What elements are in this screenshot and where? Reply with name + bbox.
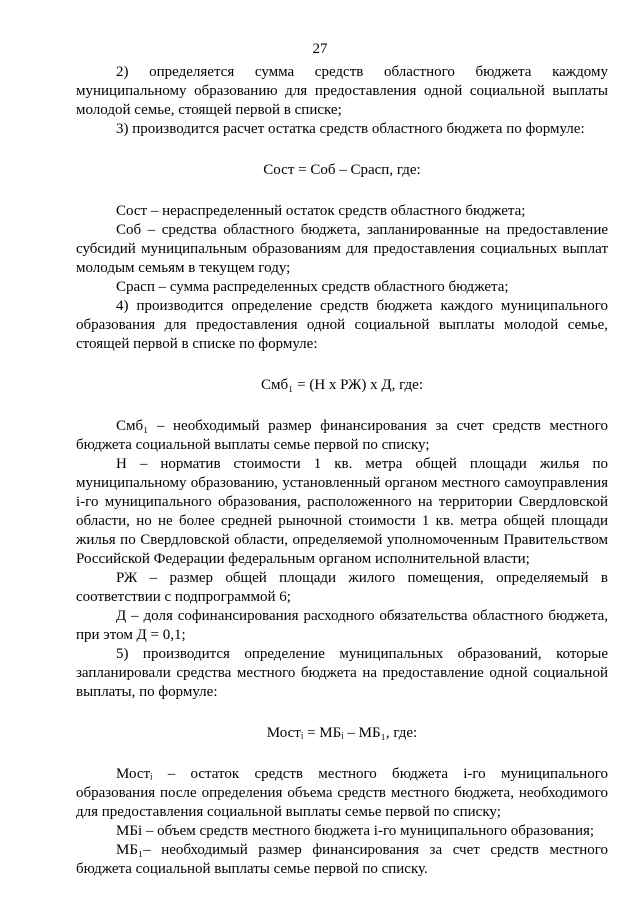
paragraph: Мостᵢ – остаток средств местного бюджета i-го муниципального образования после определения объема средств местного бюджета, необходимого для предоставления социальной выплаты семье первой по списку; [76,766,608,820]
paragraph: 4) производится определение средств бюджета каждого муниципального образования для предоставления одной социальной выплаты молодой семье, стоящей первой в списке по формуле: [76,298,608,352]
paragraph: МБi – объем средств местного бюджета i-го муниципального образования; [116,823,595,839]
paragraph: 2) определяется сумма средств областного бюджета каждому муниципальному образованию для предоставления одной социальной выплаты молодой семье, стоящей первой в списке; [76,64,608,118]
paragraph: 5) производится определение муниципальных образований, которые запланировали средства местного бюджета на предоставление одной социальной выплаты, по формуле: [76,646,608,700]
paragraph: МБ₁– необходимый размер финансирования за счет средств местного бюджета социальной выплаты семье первой по списку. [76,842,608,877]
paragraph: Соб – средства областного бюджета, запланированные на предоставление субсидий муниципальным образованиям для предоставления социальных выплат молодым семьям в текущем году; [76,222,608,276]
paragraph: РЖ – размер общей площади жилого помещения, определяемый в соответствии с подпрограммой 6; [76,570,608,605]
paragraph: Сост – нераспределенный остаток средств областного бюджета; [116,203,526,219]
paragraph: Н – норматив стоимости 1 кв. метра общей площади жилья по муниципальному образованию, установленный органом местного самоуправления i-го муниципального образования, расположенного на территории Свердловской области, но не более средней рыночной стоимости 1 кв. метра общей площади жилья по Свердловской области, определяемой уполномоченным Правительством Российской Федерации федеральным органом исполнительной власти; [76,456,608,567]
paragraph: Смб₁ – необходимый размер финансирования за счет средств местного бюджета социальной выплаты семье первой по списку; [76,418,608,453]
document-body [76,63,608,879]
paragraph: 3) производится расчет остатка средств областного бюджета по формуле: [116,121,585,137]
paragraph: Д – доля софинансирования расходного обязательства областного бюджета, при этом Д = 0,1; [76,608,608,643]
formula: Мостᵢ = МБᵢ – МБ₁, где: [266,725,418,741]
paragraph: Срасп – сумма распределенных средств областного бюджета; [116,279,509,295]
page-number: 27 [312,41,328,57]
formula: Смб₁ = (Н х РЖ) х Д, где: [261,377,423,393]
formula: Сост = Соб – Срасп, где: [263,162,421,178]
